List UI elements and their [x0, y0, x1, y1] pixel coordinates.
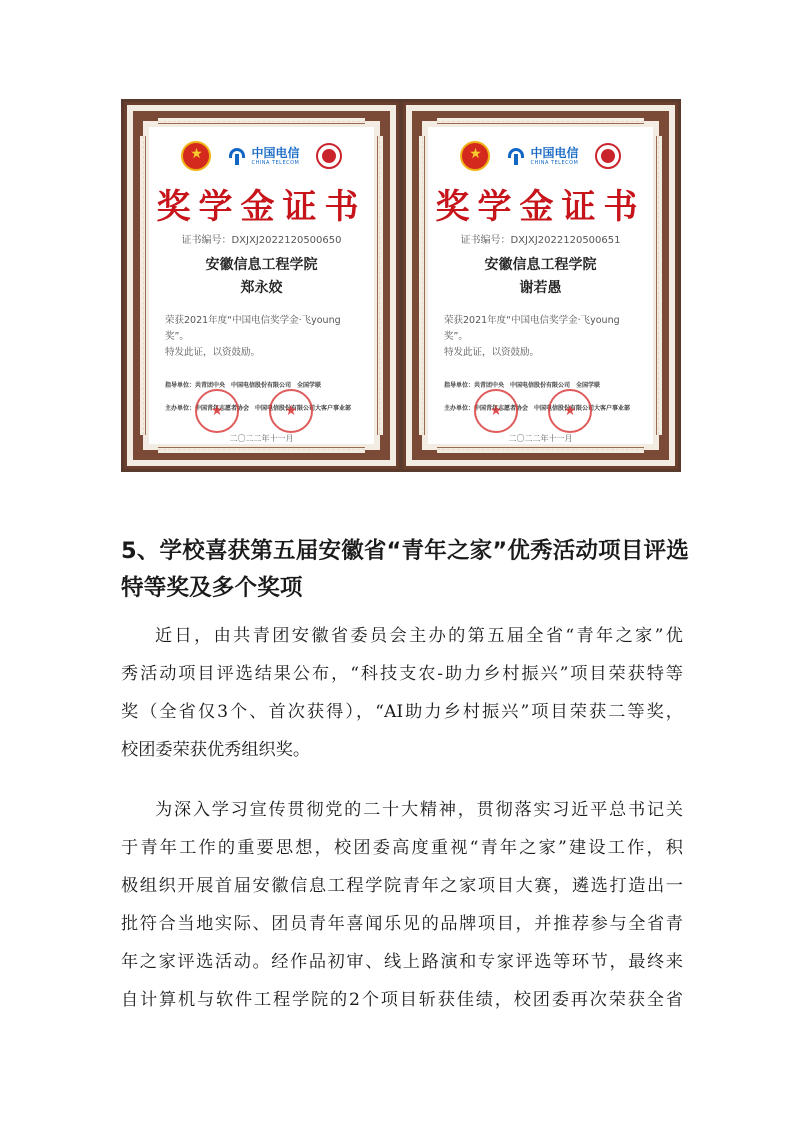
- certificate-left: [124, 102, 399, 469]
- paragraph-line: 为深入学习宣传贯彻党的二十大精神，贯彻落实习近平总书记关: [155, 800, 683, 820]
- certificate-image: [121, 99, 681, 472]
- certificate-guide-units: 指导单位：共青团中央 中国电信股份有限公司 全国学联: [165, 382, 322, 389]
- certificate-title: 奖学金证书: [435, 187, 646, 227]
- certificate-content: [428, 127, 653, 444]
- certificate-date: 二〇二二年十一月: [229, 434, 294, 443]
- china-telecom-mark-icon: [227, 146, 247, 166]
- red-seal-icon: [548, 389, 592, 433]
- telecom-cn-text: 中国电信: [530, 145, 579, 160]
- china-telecom-wordmark: [530, 147, 578, 166]
- paragraph-line: 批符合当地实际、团员青年喜闻乐见的品牌项目，并推荐参与全省青: [121, 914, 683, 934]
- red-seal-icon: [269, 389, 313, 433]
- certificate-recipient: 谢若愚: [519, 280, 562, 296]
- certificate-logos: [428, 141, 653, 171]
- certificate-date: 二〇二二年十一月: [508, 434, 573, 443]
- section-heading-line: 5、学校喜获第五届安徽省“青年之家”优秀活动项目评选: [121, 538, 689, 564]
- certificate-number: 证书编号：DXJXJ2022120500650: [181, 235, 342, 246]
- telecom-cn-text: 中国电信: [251, 145, 300, 160]
- certificate-logos: [149, 141, 374, 171]
- china-telecom-mark-icon: [506, 146, 526, 166]
- certificate-guide-units: 指导单位：共青团中央 中国电信股份有限公司 全国学联: [444, 382, 601, 389]
- certificate-body: [444, 313, 641, 361]
- china-telecom-logo: [227, 146, 299, 166]
- red-seal-icon: [474, 389, 518, 433]
- telecom-en-text: CHINA TELECOM: [251, 159, 300, 166]
- paragraph-line: 秀活动项目评选结果公布，“科技支农-助力乡村振兴”项目荣获特等: [121, 664, 683, 684]
- certificate-school: 安徽信息工程学院: [484, 257, 597, 273]
- paragraph-line: 自计算机与软件工程学院的2个项目斩获佳绩，校团委再次荣获全省: [121, 990, 683, 1010]
- certificate-host-units: 主办单位：中国青年志愿者协会 中国电信股份有限公司大客户事业部: [444, 405, 631, 412]
- certificate-body-line: 荣获2021年度“中国电信奖学金·飞young奖”。: [165, 315, 341, 342]
- certificate-body: [165, 313, 362, 361]
- paragraph-line: 近日，由共青团安徽省委员会主办的第五届全省“青年之家”优: [155, 626, 683, 646]
- certificate-school: 安徽信息工程学院: [205, 257, 318, 273]
- certificate-recipient: 郑永姣: [240, 280, 283, 296]
- red-seal-icon: [195, 389, 239, 433]
- china-telecom-wordmark: [251, 147, 299, 166]
- section-heading-line: 特等奖及多个奖项: [121, 575, 303, 601]
- certificate-host-units: 主办单位：中国青年志愿者协会 中国电信股份有限公司大客户事业部: [165, 405, 352, 412]
- certificate-body-line: 荣获2021年度“中国电信奖学金·飞young奖”。: [444, 315, 620, 342]
- paragraph-line: 年之家评选活动。经作品初审、线上路演和专家评选等环节，最终来: [121, 952, 683, 972]
- certificate-title: 奖学金证书: [156, 187, 367, 227]
- youth-league-logo-icon: [460, 141, 490, 171]
- paragraph-line: 极组织开展首届安徽信息工程学院青年之家项目大赛，遴选打造出一: [121, 876, 683, 896]
- china-telecom-logo: [506, 146, 578, 166]
- paragraph-line: 于青年工作的重要思想，校团委高度重视“青年之家”建设工作，积: [121, 838, 683, 858]
- student-federation-logo-icon: [595, 143, 621, 169]
- certificate-body-line: 特发此证，以资鼓励。: [444, 347, 540, 358]
- paragraph-line: 奖（全省仅3个、首次获得），“AI助力乡村振兴”项目荣获二等奖，: [121, 702, 683, 722]
- paragraph-line: 校团委荣获优秀组织奖。: [121, 740, 311, 760]
- student-federation-logo-icon: [316, 143, 342, 169]
- certificate-right: [403, 102, 678, 469]
- youth-league-logo-icon: [181, 141, 211, 171]
- telecom-en-text: CHINA TELECOM: [530, 159, 579, 166]
- certificate-content: [149, 127, 374, 444]
- certificate-body-line: 特发此证，以资鼓励。: [165, 347, 261, 358]
- certificate-number: 证书编号：DXJXJ2022120500651: [460, 235, 621, 246]
